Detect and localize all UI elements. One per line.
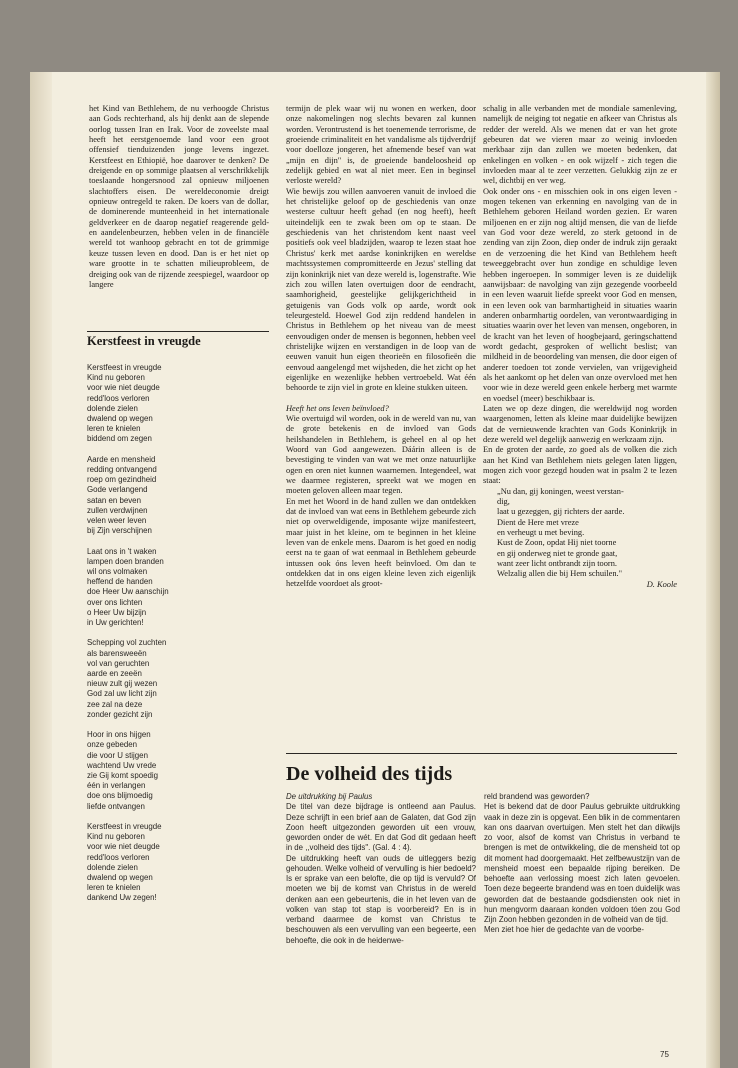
poem-line: wil ons volmaken (87, 567, 148, 577)
poem-line: zullen verdwijnen (87, 505, 148, 515)
paragraph: reld brandend was geworden? (484, 792, 590, 801)
article-divider-rule (286, 753, 677, 754)
author-signature: D. Koole (646, 579, 677, 589)
poem-line: over ons lichten (87, 597, 143, 607)
paragraph: De titel van deze bijdrage is ontleend aan Paulus. Deze schrijft in een brief aan de Galaten, dat God zijn Zoon heeft uitgezonden geworden uit een vrouw, geworden onder de wét. En dat God dit gedaan heeft in de ,,volheid des tijds". (Gal. 4 : 4). (286, 802, 476, 853)
poem-line: zee zal na deze (87, 699, 143, 709)
paragraph: Wie bewijs zou willen aanvoeren vanuit de invloed die het christelijke geloof op de geschiedenis van onze westerse cultuur heeft gehad (en nog heeft), heeft uiteindelijk een te zwak been om op te staan. De geschiedenis van het christendom kent naast veel positiefs ook veel bladzijden, waarop te lezen staat hoe Christus' kerk met aardse koninkrijken en wereldse machtssystemen compromitteerde en Jezus' stelling dat zijn koninkrijk niet van deze wereld is, logenstrafte. Wie zich zou willen laten overtuigen door de eendracht, saamhorigheid, geestelijke gelijkgerichtheid in getuigenis van Gods volk op aarde, wordt ook teleurgesteld. Hoewel God zijn reddend handelen in Christus in Bethlehem op het niveau van de meest eenvoudigen onder de mensen is begonnen, hebben veel christelijke wijzen en verstandigen in de loop van de eeuwen vanuit hun eigen theorieën en filosofieën die eenvoud aangelengd met wijsheden, die het zicht op het eigenlijke en wezenlijke hebben vertroebeld. Wat één behoorde te zijn viel in grote en kleine stukken uiteen. (286, 186, 476, 393)
poem-box (87, 334, 269, 914)
poem-line: nieuw zult gij wezen (87, 679, 158, 689)
poem-line: in Uw gerichten! (87, 618, 144, 628)
poem-line: die voor U stijgen (87, 750, 148, 760)
poem-line: o Heer Uw bijzijn (87, 607, 147, 617)
poem-line: Kind nu geboren (87, 373, 145, 383)
quote-line: en gij onderweg niet te gronde gaat, (497, 548, 618, 558)
poem-line: doe Heer Uw aanschijn (87, 587, 169, 597)
article2-column-2 (484, 792, 680, 936)
paragraph: Het is bekend dat de door Paulus gebruikte uitdrukking vaak in deze zin is opgevat. Een blik in de commentaren kan ons daarvan overtuigen. Men stelt het dan dikwijls zo voor, alsof de komst van Christus in verband te brengen is met de ontwikkeling, die de mensheid tot op dit moment had doorgemaakt. Het zelfbewustzijn van de mensheid moest een bepaalde rijping bereiken. De behoefte aan verlossing moest zich laten gevoelen. Toen deze begeerte brandend was en toen duidelijk was geworden dat de bestaande godsdiensten ook niet in hun mengvorm daaraan konden voldoen tóen zou God Zijn Zoon hebben gezonden in de volheid van de tijd. (484, 802, 680, 924)
poem-line: dwalend op wegen (87, 414, 153, 424)
quote-line: laat u gezeggen, gij richters der aarde. (497, 507, 625, 517)
poem-line: God zal uw licht zijn (87, 689, 157, 699)
poem-line: satan en beven (87, 495, 141, 505)
poem (87, 363, 269, 904)
poem-line: biddend om zegen (87, 434, 152, 444)
quote-line: Welzalig allen die bij Hem schuilen." (497, 569, 623, 579)
poem-line: redding ontvangend (87, 465, 157, 475)
paragraph: schalig in alle verbanden met de mondiale samenleving, namelijk de neiging tot negatie en afkeer van Christus als redder der wereld. Als we menen dat er van het grote gebeuren dat we vieren maar zo weinig invloeden merkbaar zijn dan zullen we moeten bedenken, dat enkelingen en volken - en ook wijzelf - zich tegen die invloeden maar al te zeer verzetten. Gelukkig zijn ze er wel, dichtbij en ver weg. (483, 104, 677, 186)
poem-line: zie Gij komt spoedig (87, 771, 159, 781)
poem-line: onze gebeden (87, 740, 138, 750)
article-column-3 (483, 104, 677, 590)
poem-line: Kerstfeest in vreugde (87, 822, 162, 832)
poem-line: leren te knielen (87, 424, 141, 434)
poem-line: bij Zijn verschijnen (87, 526, 152, 536)
poem-line: redd'loos verloren (87, 852, 150, 862)
poem-line: Aarde en mensheid (87, 454, 156, 464)
poem-line: lampen doen branden (87, 556, 164, 566)
poem-line: heffend de handen (87, 577, 153, 587)
quote-line: Kust de Zoon, opdat Hij niet toorne (497, 538, 617, 548)
paragraph: termijn de plek waar wij nu wonen en werken, door onze nakomelingen nog slechts bevaren zal kunnen worden. Verontrustend is het toenemende terrorisme, de groeiende criminaliteit en het vandalisme als tijdverdrijf voor doelloze jongeren, het afnemende besef van wat „mijn en dijn" is, de groeiende bandeloosheid op zedelijk gebied en wat al niet meer. Een in beginsel verloste wereld? (286, 104, 476, 186)
poem-stanza (87, 363, 269, 445)
poem-line: velen weer leven (87, 516, 147, 526)
paragraph: Wie overtuigd wil worden, ook in de wereld van nu, van de grote betekenis en de invloed van Gods heilshandelen in Bethlehem, is geheel en al op het Woord van God aangewezen. Dáárin alleen is de bevestiging te vinden van wat we met onze natuurlijke ogen en oren niet kunnen waarnemen. Integendeel, wat we daarmee registeren, spreekt wat we mogen en moeten geloven alleen maar tegen. (286, 413, 476, 496)
poem-line: Kerstfeest in vreugde (87, 363, 162, 372)
paragraph: De uitdrukking heeft van ouds de uitleggers bezig gehouden. Welke volheid of vervulling is hier bedoeld? Is er sprake van een belofte, die op tijd is vervuld? Of moeten we bij de komst van Christus in de wereld denken aan een gebeurtenis, die in het leven van de volken van stap tot stap is voorbereid? En is in verband daarmee de komst van Christus te beschouwen als een vervulling van een begeerte, een behoefte, die ook in de heidenwe- (286, 853, 476, 945)
page-number: 75 (660, 1050, 669, 1059)
poem-line: Kind nu geboren (87, 832, 145, 842)
poem-line: redd'loos verloren (87, 393, 150, 403)
poem-stanza (87, 547, 269, 629)
article-title: De volheid des tijds (286, 763, 453, 785)
quote-line: en verheugt u met beving. (497, 528, 585, 538)
poem-line: leren te knielen (87, 883, 141, 893)
article2-column-1 (286, 792, 476, 946)
poem-line: Gode verlangend (87, 485, 148, 495)
poem-line: dwalend op wegen (87, 873, 153, 883)
poem-stanza (87, 638, 269, 720)
poem-line: liefde ontvangen (87, 801, 145, 811)
poem-line: doe ons blijmoedig (87, 791, 153, 801)
poem-title: Kerstfeest in vreugde (87, 334, 201, 348)
poem-line: dolende zielen (87, 862, 138, 872)
poem-stanza (87, 730, 269, 812)
article-volheid-des-tijds (286, 762, 680, 945)
paragraph: Laten we op deze dingen, die wereldwijd nog worden waargenomen, letten als kleine maar duidelijke bewijzen dat de vernieuwende krachten van Gods Koninkrijk in deze wereld wel degelijk aanwezig en werkzaam zijn. (483, 403, 677, 444)
poem-line: aarde en zeeën (87, 669, 142, 679)
poem-line: zonder gezicht zijn (87, 709, 153, 719)
psalm-quote (497, 487, 677, 580)
page-spine-shadow (30, 72, 52, 1068)
poem-line: voor wie niet deugde (87, 842, 160, 852)
quote-line: dig, (497, 497, 510, 507)
quote-line: „Nu dan, gij koningen, weest verstan- (497, 486, 624, 496)
poem-line: Laat ons in 't waken (87, 546, 157, 556)
article-column-1 (89, 104, 269, 290)
paragraph: het Kind van Bethlehem, de nu verhoogde Christus aan Gods rechterhand, als hij denkt aan de slepende oorlog tussen Iran en Irak. Voor de zoveelste maal heeft het eerstgenoemde land voor een groot offensief tienduizenden jonge levens ingezet. Kerstfeest en Ethiopië, hoe daarover te denken? De dreigende en op sommige plaatsen al verschrikkelijk toeslaande hongersnood zal opnieuw miljoenen slachtoffers eisen. De wereldeconomie dreigt opnieuw ontregeld te raken. De koers van de dollar, de dominerende munteenheid in het internationale geldverkeer en de daarop negatief reagerende geld- en aandelenbeurzen, hebben velen in de financiële wereld tot wanhoop gebracht en tot de grimmige keuze tussen leven en dood. Dan is er het niet op ware grootte in te schatten milieuprobleem, de dreiging ook van de rijzende zeespiegel, waardoor op langere (89, 104, 269, 289)
poem-line: voor wie niet deugde (87, 383, 160, 393)
poem-line: Schepping vol zuchten (87, 638, 167, 648)
poem-line: dankend Uw zegen! (87, 893, 157, 903)
poem-line: één in verlangen (87, 781, 146, 791)
poem-stanza (87, 822, 269, 904)
magazine-page (30, 72, 720, 1068)
page-edge (706, 72, 720, 1068)
quote-line: want zeer licht ontbrandt zijn toorn. (497, 559, 618, 569)
poem-line: wachtend Uw vrede (87, 760, 157, 770)
paragraph: Ook onder ons - en misschien ook in ons eigen leven - mogen tekenen van erkenning en navolging van de in Bethlehem geboren Heiland worden gezien. Er waren miljoenen en er zijn nog altijd mensen, die van de liefde van God voor deze wereld, zo sterk getoond in de zending van zijn Zoon, diep onder de indruk zijn geraakt en de verzoening die het Kind van Bethlehem heeft teweeggebracht over hun zondige en schuldige leven hebben ingeroepen. In sommiger leven is ze duidelijk aanwijsbaar: de navolging van zijn gezegende voorbeeld in een leven waaruit liefde spreekt voor God en mensen, in een leven ook van barmhartigheid in situaties waarin anderen onbarmhartig oordelen, van verontwaardiging in situaties waarin over het leven van mensen, ongeboren, in de kracht van het leven of hoogbejaard, geringschattend wordt gedacht, gesproken of wellicht beslist; van mildheid in de beoordeling van mensen, die door eigen of anderer toedoen tot zonde vervielen, van vrijgevigheid als het aankomt op het delen van onze overvloed met hen voor wie in deze wereld geen enkele herberg met warmte en voedsel (meer) beschikbaar is. (483, 186, 677, 403)
article-subtitle: De uitdrukking bij Paulus (286, 792, 373, 801)
poem-line: Hoor in ons hijgen (87, 730, 151, 740)
poem-line: dolende zielen (87, 403, 138, 413)
poem-top-rule (87, 331, 269, 332)
poem-line: als barensweeën (87, 648, 147, 658)
poem-line: vol van geruchten (87, 658, 150, 668)
paragraph: En de groten der aarde, zo goed als de volken die zich aan het Kind van Bethlehem niets gelegen laten liggen, mogen zich voor gezegd houden wat in psalm 2 te lezen staat: (483, 445, 677, 486)
poem-line: roep om gezindheid (87, 475, 157, 485)
poem-stanza (87, 455, 269, 537)
paragraph: En met het Woord in de hand zullen we dan ontdekken dat de invloed van wat eens in Bethlehem gebeurde zich niet op overweldigende, imposante wijze manifesteert, maar juist in het kleine, om te beginnen in het kleine leven van de enkele mens. Daarom is het goed en nodig eerst na te gaan of wat eenmaal in Bethlehem gebeurde intussen ook óns leven heeft beïnvloed. Om dan te ontdekken dat in ons eigen kleine leven zich eigenlijk hetzelfde voordoet als groot- (286, 496, 476, 589)
section-subheading: Heeft het ons leven beïnvloed? (286, 403, 389, 413)
paragraph: Men ziet hoe hier de gedachte van de voorbe- (484, 925, 645, 935)
article-column-2 (286, 104, 476, 590)
quote-line: Dient de Here met vreze (497, 517, 579, 527)
